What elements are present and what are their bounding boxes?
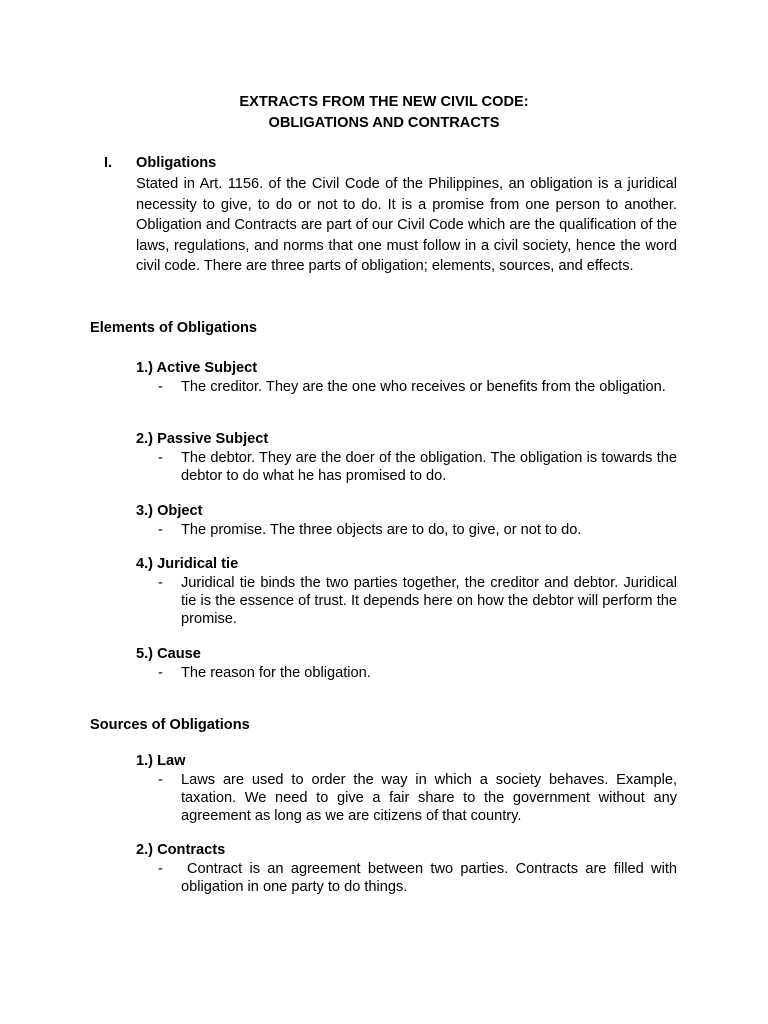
element-item-heading: 2.) Passive Subject: [136, 431, 269, 447]
source-item-text: Laws are used to order the way in which a society behaves. Example, taxation. We need to give a fair share to the government without any agreement as long as we are citizens of that country.: [181, 772, 677, 824]
section-heading: Obligations: [136, 155, 217, 171]
section-number: I.: [104, 155, 113, 171]
bullet-dash: -: [158, 450, 163, 466]
element-item-text: The promise. The three objects are to do, to give, or not to do.: [181, 522, 582, 538]
element-item-heading: 5.) Cause: [136, 646, 201, 662]
element-item-text: Juridical tie binds the two parties together, the creditor and debtor. Juridical tie is the essence of trust. It depends here on how the debtor will perform the promise.: [181, 575, 677, 627]
elements-heading: Elements of Obligations: [90, 320, 258, 336]
document-title-line-1: EXTRACTS FROM THE NEW CIVIL CODE:: [239, 94, 529, 110]
bullet-dash: -: [158, 522, 163, 538]
element-item-text: The creditor. They are the one who receives or benefits from the obligation.: [181, 379, 666, 395]
element-item-text: The debtor. They are the doer of the obligation. The obligation is towards the debtor to do what he has promised to do.: [181, 450, 677, 484]
source-item-heading: 2.) Contracts: [136, 842, 226, 858]
element-item-heading: 1.) Active Subject: [136, 360, 258, 376]
element-item-heading: 4.) Juridical tie: [136, 556, 239, 572]
section-intro-paragraph: Stated in Art. 1156. of the Civil Code of the Philippines, an obligation is a juridical necessity to give, to do or not to do. It is a promise from one person to another. Obligation and Contracts are part of our Civil Code which are the qualification of the laws, regulations, and norms that one must follow in a civil society, hence the word civil code. There are three parts of obligation; elements, sources, and effects.: [136, 176, 677, 274]
document-title-line-2: OBLIGATIONS AND CONTRACTS: [268, 115, 500, 131]
bullet-dash: -: [158, 772, 163, 788]
bullet-dash: -: [158, 379, 163, 395]
source-item-text: Contract is an agreement between two parties. Contracts are filled with obligation in one party to do things.: [181, 861, 677, 895]
bullet-dash: -: [158, 665, 163, 681]
source-item-heading: 1.) Law: [136, 753, 186, 769]
bullet-dash: -: [158, 575, 163, 591]
element-item-heading: 3.) Object: [136, 503, 203, 519]
bullet-dash: -: [158, 861, 163, 877]
element-item-text: The reason for the obligation.: [181, 665, 371, 681]
sources-heading: Sources of Obligations: [90, 717, 250, 733]
